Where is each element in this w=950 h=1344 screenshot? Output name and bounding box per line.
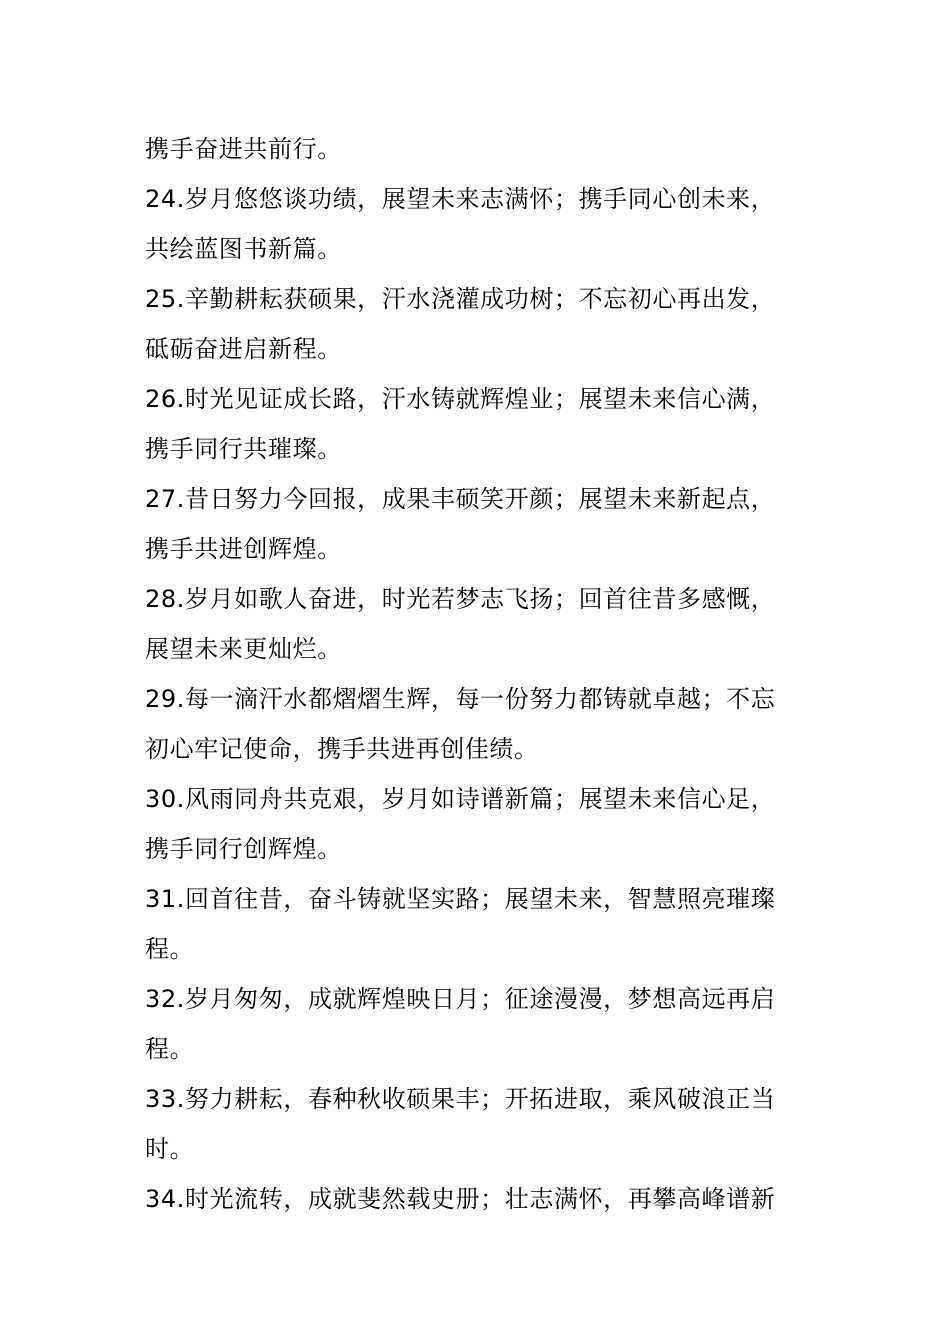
text-line: 时。 — [145, 1135, 195, 1163]
text-line: 33.努力耕耘，春种秋收硕果丰；开拓进取，乘风破浪正当 — [145, 1085, 776, 1113]
text-line: 28.岁月如歌人奋进，时光若梦志飞扬；回首往昔多感慨， — [145, 585, 776, 613]
text-line: 程。 — [145, 935, 195, 963]
text-line: 共绘蓝图书新篇。 — [145, 235, 342, 263]
text-line: 26.时光见证成长路，汗水铸就辉煌业；展望未来信心满， — [145, 385, 776, 413]
text-line: 携手同行创辉煌。 — [145, 835, 342, 863]
text-line: 29.每一滴汗水都熠熠生辉，每一份努力都铸就卓越；不忘 — [145, 685, 776, 713]
text-line: 携手共进创辉煌。 — [145, 535, 342, 563]
text-line: 初心牢记使命，携手共进再创佳绩。 — [145, 735, 539, 763]
text-line: 24.岁月悠悠谈功绩，展望未来志满怀；携手同心创未来， — [145, 185, 776, 213]
text-line: 携手同行共璀璨。 — [145, 435, 342, 463]
text-line: 34.时光流转，成就斐然载史册；壮志满怀，再攀高峰谱新 — [145, 1185, 776, 1213]
document-body — [145, 124, 810, 1224]
text-line: 32.岁月匆匆，成就辉煌映日月；征途漫漫，梦想高远再启 — [145, 985, 776, 1013]
text-line: 31.回首往昔，奋斗铸就坚实路；展望未来，智慧照亮璀璨 — [145, 885, 776, 913]
text-line: 27.昔日努力今回报，成果丰硕笑开颜；展望未来新起点， — [145, 485, 776, 513]
text-line: 程。 — [145, 1035, 195, 1063]
text-line: 携手奋进共前行。 — [145, 135, 342, 163]
text-line: 30.风雨同舟共克艰，岁月如诗谱新篇；展望未来信心足， — [145, 785, 776, 813]
text-line: 展望未来更灿烂。 — [145, 635, 342, 663]
text-line: 砥砺奋进启新程。 — [145, 335, 342, 363]
text-line: 25.辛勤耕耘获硕果，汗水浇灌成功树；不忘初心再出发， — [145, 285, 776, 313]
